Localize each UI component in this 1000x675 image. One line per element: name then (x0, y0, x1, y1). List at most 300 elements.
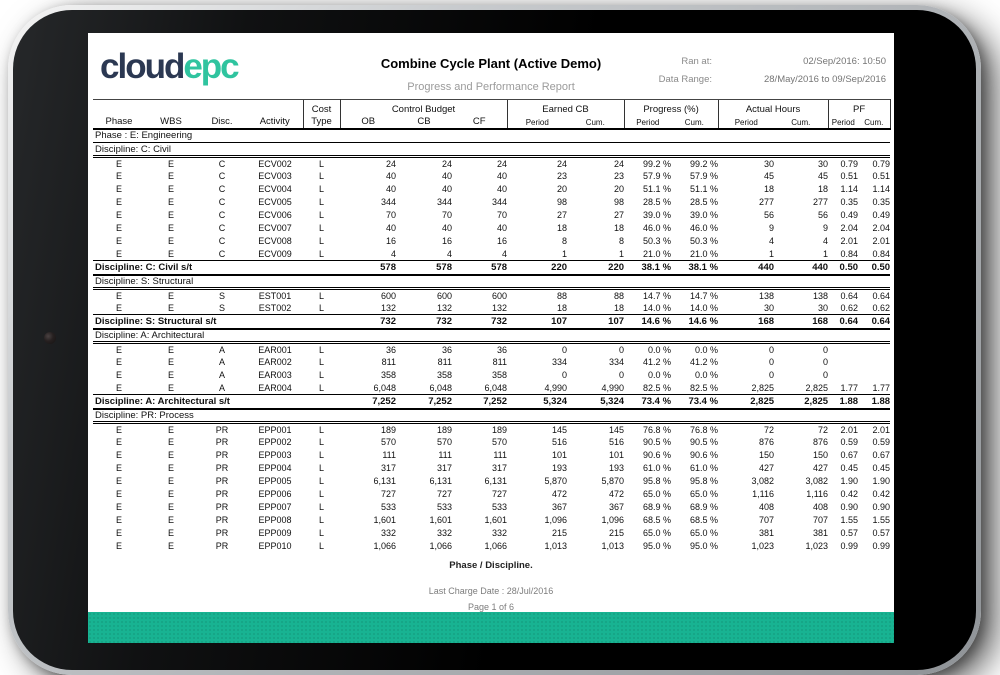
table-cell: 30 (818, 158, 829, 169)
table-cell: 0.90 (840, 502, 859, 512)
table-cell: 277 (813, 197, 829, 207)
table-cell: C (218, 248, 226, 259)
table-cell: E (167, 370, 174, 380)
table-cell: 381 (759, 528, 775, 538)
table-cell: EPP005 (258, 476, 292, 486)
table-cell: L (318, 515, 324, 525)
table-cell: 1,116 (806, 489, 829, 499)
report-subtitle: Progress and Performance Report (407, 81, 575, 93)
table-cell: 4 (502, 248, 508, 259)
table-cell: 40 (497, 171, 508, 181)
table-cell: E (115, 184, 122, 194)
col-header-cf: CF (452, 115, 507, 129)
table-cell: EPP003 (258, 450, 292, 460)
table-cell: 68.9 % (643, 502, 672, 512)
table-cell: 18 (557, 302, 568, 313)
table-cell: 0 (769, 344, 775, 355)
table-cell: 14.7 % (643, 290, 672, 301)
table-cell: L (318, 437, 324, 447)
table-cell: E (115, 302, 122, 313)
report-table-body (93, 129, 890, 553)
subtotal-cell: 440 (774, 261, 828, 275)
table-cell: PR (215, 489, 229, 499)
table-cell: 727 (491, 489, 508, 499)
table-row (93, 343, 890, 356)
table-cell: EAR001 (258, 344, 292, 355)
subtotal-row (93, 261, 890, 275)
table-cell: 332 (436, 528, 452, 538)
table-cell: 0 (562, 370, 568, 380)
table-cell: 24 (385, 158, 396, 169)
table-cell: ECV002 (258, 158, 292, 169)
col-header-wbs: WBS (145, 115, 197, 129)
table-cell: 0.67 (872, 450, 891, 460)
subtotal-cell: 2,825 (774, 395, 828, 409)
table-cell: E (167, 197, 174, 207)
table-cell: L (318, 171, 324, 181)
table-cell: 6,131 (429, 476, 452, 486)
table-cell: 6,131 (373, 476, 396, 486)
table-cell: 1 (562, 248, 568, 259)
ran-at-label: Ran at: (681, 56, 712, 67)
table-group-header-row (93, 100, 890, 115)
table-cell: 317 (491, 463, 508, 473)
table-cell: E (167, 515, 174, 525)
table-cell: 707 (759, 515, 775, 525)
table-cell: 132 (436, 302, 452, 313)
table-cell: 344 (380, 197, 396, 207)
table-cell: 727 (380, 489, 396, 499)
subtotal-cell: 578 (396, 261, 452, 275)
table-cell: 70 (385, 210, 396, 220)
table-cell: 8 (619, 236, 625, 246)
table-cell: L (318, 223, 324, 233)
logo-text-cloud: cloud (100, 47, 184, 86)
table-cell: ECV004 (258, 184, 292, 194)
table-cell: 51.1 % (643, 184, 672, 194)
table-cell: 30 (764, 158, 775, 169)
table-cell: 20 (557, 184, 568, 194)
table-cell: ECV006 (258, 210, 292, 220)
table-cell: 0.84 (840, 248, 859, 259)
table-cell: 344 (436, 197, 452, 207)
table-cell: 90.5 % (643, 437, 672, 447)
table-cell: 145 (551, 424, 568, 435)
table-cell: E (115, 357, 122, 367)
table-cell: 1.90 (872, 476, 891, 486)
table-cell: 40 (441, 184, 452, 194)
table-cell: E (115, 541, 122, 551)
table-cell: 4 (769, 236, 775, 246)
table-cell: 98 (614, 197, 625, 207)
table-cell: PR (215, 541, 229, 551)
table-cell: E (167, 248, 174, 259)
table-cell: ECV005 (258, 197, 292, 207)
table-cell: ECV009 (258, 248, 292, 259)
table-cell: L (318, 424, 324, 435)
table-cell: 6,048 (429, 382, 452, 393)
table-cell: L (318, 476, 324, 486)
table-cell: 2.04 (872, 223, 891, 233)
subtotal-cell: 7,252 (396, 395, 452, 409)
table-cell: 82.5 % (643, 382, 672, 393)
table-cell: 40 (385, 171, 396, 181)
table-cell: 36 (441, 344, 452, 355)
table-cell: 14.0 % (690, 302, 719, 313)
table-cell: 99.2 % (643, 158, 672, 169)
subtotal-cell: 168 (774, 315, 828, 329)
table-cell: 1.77 (840, 382, 859, 393)
table-cell: E (167, 344, 174, 355)
table-cell: L (318, 382, 324, 393)
phase-row (93, 129, 890, 143)
table-cell: E (115, 344, 122, 355)
table-cell: 533 (380, 502, 396, 512)
table-cell: 1,023 (805, 541, 829, 551)
table-cell: E (167, 502, 174, 512)
subtotal-cell: 38.1 % (671, 261, 718, 275)
table-cell: 24 (441, 158, 452, 169)
table-cell: 45 (818, 171, 829, 181)
table-cell: 1.55 (872, 515, 891, 525)
subtotal-label: Discipline: S: Structural s/t (93, 315, 340, 329)
table-cell: ECV003 (258, 171, 292, 181)
table-cell: C (218, 236, 226, 246)
table-cell (828, 356, 858, 369)
table-cell: E (115, 515, 122, 525)
col-header-ob: OB (340, 115, 396, 129)
subtotal-cell: 73.4 % (671, 395, 718, 409)
table-cell: ECV008 (258, 236, 292, 246)
table-cell: 570 (491, 437, 508, 447)
table-row (93, 436, 890, 449)
table-cell: 0.0 % (695, 370, 719, 380)
table-cell: 145 (609, 424, 625, 435)
table-cell: 0.45 (840, 463, 859, 473)
table-cell: 1.55 (840, 515, 859, 525)
col-header-cb: CB (396, 115, 452, 129)
table-cell: EAR002 (258, 357, 292, 367)
table-row (93, 540, 890, 553)
table-cell: 18 (818, 184, 829, 194)
table-cell: E (167, 424, 174, 435)
table-row (93, 514, 890, 527)
table-cell: 0 (769, 370, 775, 380)
table-cell: 367 (609, 502, 625, 512)
subtotal-cell: 0.64 (828, 315, 858, 329)
subtotal-row (93, 315, 890, 329)
table-cell: 358 (436, 370, 452, 380)
table-cell (828, 369, 858, 382)
table-cell: 14.7 % (690, 290, 719, 301)
table-cell: 41.2 % (643, 357, 672, 367)
table-cell: 65.0 % (643, 489, 672, 499)
table-cell: 1,096 (601, 515, 625, 525)
table-cell: 570 (380, 437, 396, 447)
table-cell: PR (215, 463, 229, 473)
table-cell: 516 (609, 437, 625, 447)
table-cell: 28.5 % (643, 197, 672, 207)
table-cell: 4,990 (601, 382, 625, 393)
table-cell: EST001 (258, 290, 292, 301)
table-cell: 408 (759, 502, 775, 512)
table-cell: 70 (497, 210, 508, 220)
table-cell: 6,048 (484, 382, 508, 393)
table-cell: 0 (769, 357, 775, 367)
table-cell: 408 (813, 502, 829, 512)
table-cell: L (318, 463, 324, 473)
section-label: Discipline: C: Civil (93, 143, 890, 157)
table-cell: E (115, 424, 122, 435)
table-row (93, 369, 890, 382)
table-cell: E (167, 171, 174, 181)
table-cell: A (218, 344, 225, 355)
table-cell: 16 (497, 236, 508, 246)
table-cell: 111 (493, 450, 508, 460)
table-cell: L (318, 302, 324, 313)
table-cell: 24 (497, 158, 508, 169)
table-cell: 811 (437, 357, 452, 367)
table-cell: E (167, 210, 174, 220)
subtotal-cell: 732 (452, 315, 507, 329)
table-cell: 40 (441, 171, 452, 181)
table-cell: PR (215, 424, 229, 435)
col-header-pf-period: Period (828, 115, 858, 129)
table-cell: 39.0 % (690, 210, 719, 220)
table-cell: 23 (557, 171, 568, 181)
table-cell: 51.1 % (690, 184, 719, 194)
table-cell: C (218, 210, 226, 220)
table-cell: 27 (557, 210, 568, 220)
subtotal-cell: 440 (718, 261, 774, 275)
footer-last-charge-date: Last Charge Date : 28/Jul/2016 (428, 586, 554, 596)
table-cell: 0.62 (872, 302, 891, 313)
table-cell: EPP009 (258, 528, 292, 538)
table-cell: 76.8 % (643, 424, 672, 435)
table-cell: 14.0 % (643, 302, 672, 313)
disc-row (93, 143, 890, 157)
subtotal-cell: 107 (507, 315, 567, 329)
table-cell: L (318, 370, 324, 380)
table-cell: 215 (609, 528, 625, 538)
table-cell: E (167, 450, 174, 460)
table-cell: 72 (764, 424, 775, 435)
table-cell: 40 (441, 223, 452, 233)
table-cell: 1,601 (484, 515, 508, 525)
table-cell: 65.0 % (690, 528, 719, 538)
table-cell: EPP004 (258, 463, 292, 473)
table-cell: 1,601 (373, 515, 396, 525)
table-cell: 40 (497, 223, 508, 233)
table-cell: E (115, 290, 122, 301)
table-cell: 0.35 (840, 197, 859, 207)
col-header-actual-cum: Cum. (774, 115, 828, 129)
table-cell: EPP001 (258, 424, 292, 435)
table-cell: 8 (562, 236, 568, 246)
table-cell: 68.5 % (643, 515, 672, 525)
table-cell: 811 (381, 357, 396, 367)
table-cell: 20 (614, 184, 625, 194)
table-cell: 0 (562, 344, 568, 355)
disc-row (93, 275, 890, 289)
table-cell: 1,013 (544, 541, 568, 551)
table-row (93, 170, 890, 183)
table-cell: PR (215, 476, 229, 486)
table-cell: 0.90 (872, 502, 891, 512)
table-cell: 21.0 % (690, 248, 719, 259)
table-cell: E (115, 210, 122, 220)
table-cell: C (218, 184, 226, 194)
table-cell: 18 (614, 223, 625, 233)
table-cell: 95.0 % (690, 541, 719, 551)
table-cell: 41.2 % (690, 357, 719, 367)
table-cell: 50.3 % (643, 236, 672, 246)
table-cell: 344 (491, 197, 508, 207)
table-cell: 0.59 (840, 437, 859, 447)
col-header-activity: Activity (247, 115, 303, 129)
table-cell: 90.6 % (643, 450, 672, 460)
subtotal-cell: 220 (507, 261, 567, 275)
table-cell: 600 (491, 290, 508, 301)
table-cell: 95.8 % (690, 476, 719, 486)
table-cell (828, 343, 858, 356)
report-meta (640, 56, 886, 92)
table-row (93, 157, 890, 170)
table-cell: 46.0 % (643, 223, 672, 233)
table-cell: 111 (382, 450, 396, 460)
table-cell: 600 (380, 290, 396, 301)
table-cell: 1,116 (752, 489, 775, 499)
table-cell: C (218, 158, 226, 169)
table-cell: 18 (764, 184, 775, 194)
table-cell: 189 (436, 424, 452, 435)
table-cell: E (167, 541, 174, 551)
table-cell: L (318, 344, 324, 355)
table-cell: 2.01 (872, 236, 891, 246)
table-cell: 98 (557, 197, 568, 207)
table-cell: PR (215, 528, 229, 538)
table-cell: 40 (385, 184, 396, 194)
subtotal-cell: 73.4 % (624, 395, 671, 409)
subtotal-cell: 5,324 (567, 395, 624, 409)
table-cell: L (318, 236, 324, 246)
table-row (93, 501, 890, 514)
table-row (93, 235, 890, 248)
table-cell: C (218, 197, 226, 207)
table-cell: 65.0 % (690, 489, 719, 499)
subtotal-cell: 168 (718, 315, 774, 329)
subtotal-cell: 14.6 % (624, 315, 671, 329)
table-cell: PR (215, 450, 229, 460)
table-cell: A (218, 382, 225, 393)
col-header-pf-cum: Cum. (858, 115, 890, 129)
report-page[interactable] (88, 33, 894, 643)
table-cell: 0.51 (840, 171, 859, 181)
table-cell: L (318, 450, 324, 460)
table-cell: EAR004 (258, 382, 292, 393)
table-cell: C (218, 171, 226, 181)
table-cell: 5,870 (544, 476, 568, 486)
table-cell: L (318, 248, 324, 259)
data-range-label: Data Range: (658, 74, 712, 85)
table-cell: ECV007 (258, 223, 292, 233)
table-cell: E (115, 171, 122, 181)
table-cell: 61.0 % (643, 463, 672, 473)
table-cell: E (167, 158, 174, 169)
table-row (93, 302, 890, 315)
subtotal-cell: 220 (567, 261, 624, 275)
table-row (93, 449, 890, 462)
table-cell: E (167, 302, 174, 313)
table-cell: 707 (813, 515, 829, 525)
section-label: Discipline: S: Structural (93, 275, 890, 289)
table-cell: 23 (614, 171, 625, 181)
table-cell: L (318, 184, 324, 194)
table-cell: PR (215, 502, 229, 512)
table-cell: E (115, 437, 122, 447)
table-cell: 70 (441, 210, 452, 220)
table-cell: 277 (759, 197, 775, 207)
table-cell: L (318, 290, 324, 301)
table-cell: 40 (385, 223, 396, 233)
table-cell: A (218, 357, 225, 367)
table-cell: 68.5 % (690, 515, 719, 525)
subtotal-cell: 1.88 (858, 395, 890, 409)
table-cell: 317 (436, 463, 452, 473)
footer-page-number: Page 1 of 6 (467, 602, 515, 612)
table-cell: 1.14 (840, 184, 859, 194)
table-cell: 427 (813, 463, 829, 473)
table-cell: 2.01 (840, 424, 859, 435)
table-row (93, 183, 890, 196)
col-header-progress-period: Period (624, 115, 671, 129)
table-cell: 9 (769, 223, 775, 233)
table-cell: E (115, 223, 122, 233)
table-cell: E (167, 528, 174, 538)
table-row (93, 475, 890, 488)
table-cell: 2.01 (872, 424, 891, 435)
table-cell: 4 (823, 236, 829, 246)
table-cell: 1,096 (544, 515, 568, 525)
table-cell: E (115, 382, 122, 393)
table-cell: 57.9 % (643, 171, 672, 181)
table-cell: E (167, 236, 174, 246)
table-cell: 1,023 (751, 541, 775, 551)
table-cell: 189 (491, 424, 508, 435)
col-header-progress-cum: Cum. (671, 115, 718, 129)
report-table (93, 99, 891, 553)
table-cell: L (318, 197, 324, 207)
table-row (93, 423, 890, 436)
table-cell: E (167, 382, 174, 393)
table-subheader-row (93, 115, 890, 129)
col-header-disc: Disc. (197, 115, 247, 129)
table-cell: A (218, 370, 225, 380)
table-cell: E (167, 489, 174, 499)
col-header-progress: Progress (%) (624, 100, 718, 115)
table-cell: 193 (551, 463, 568, 473)
table-cell (858, 343, 890, 356)
table-cell: 0.64 (872, 290, 891, 301)
table-cell: 101 (609, 450, 625, 460)
table-cell: 5,870 (601, 476, 625, 486)
table-cell: 472 (609, 489, 625, 499)
table-cell: L (318, 541, 324, 551)
table-cell: 18 (614, 302, 625, 313)
col-header-cost: Cost (303, 100, 340, 115)
table-cell: E (167, 223, 174, 233)
subtotal-cell: 7,252 (340, 395, 396, 409)
